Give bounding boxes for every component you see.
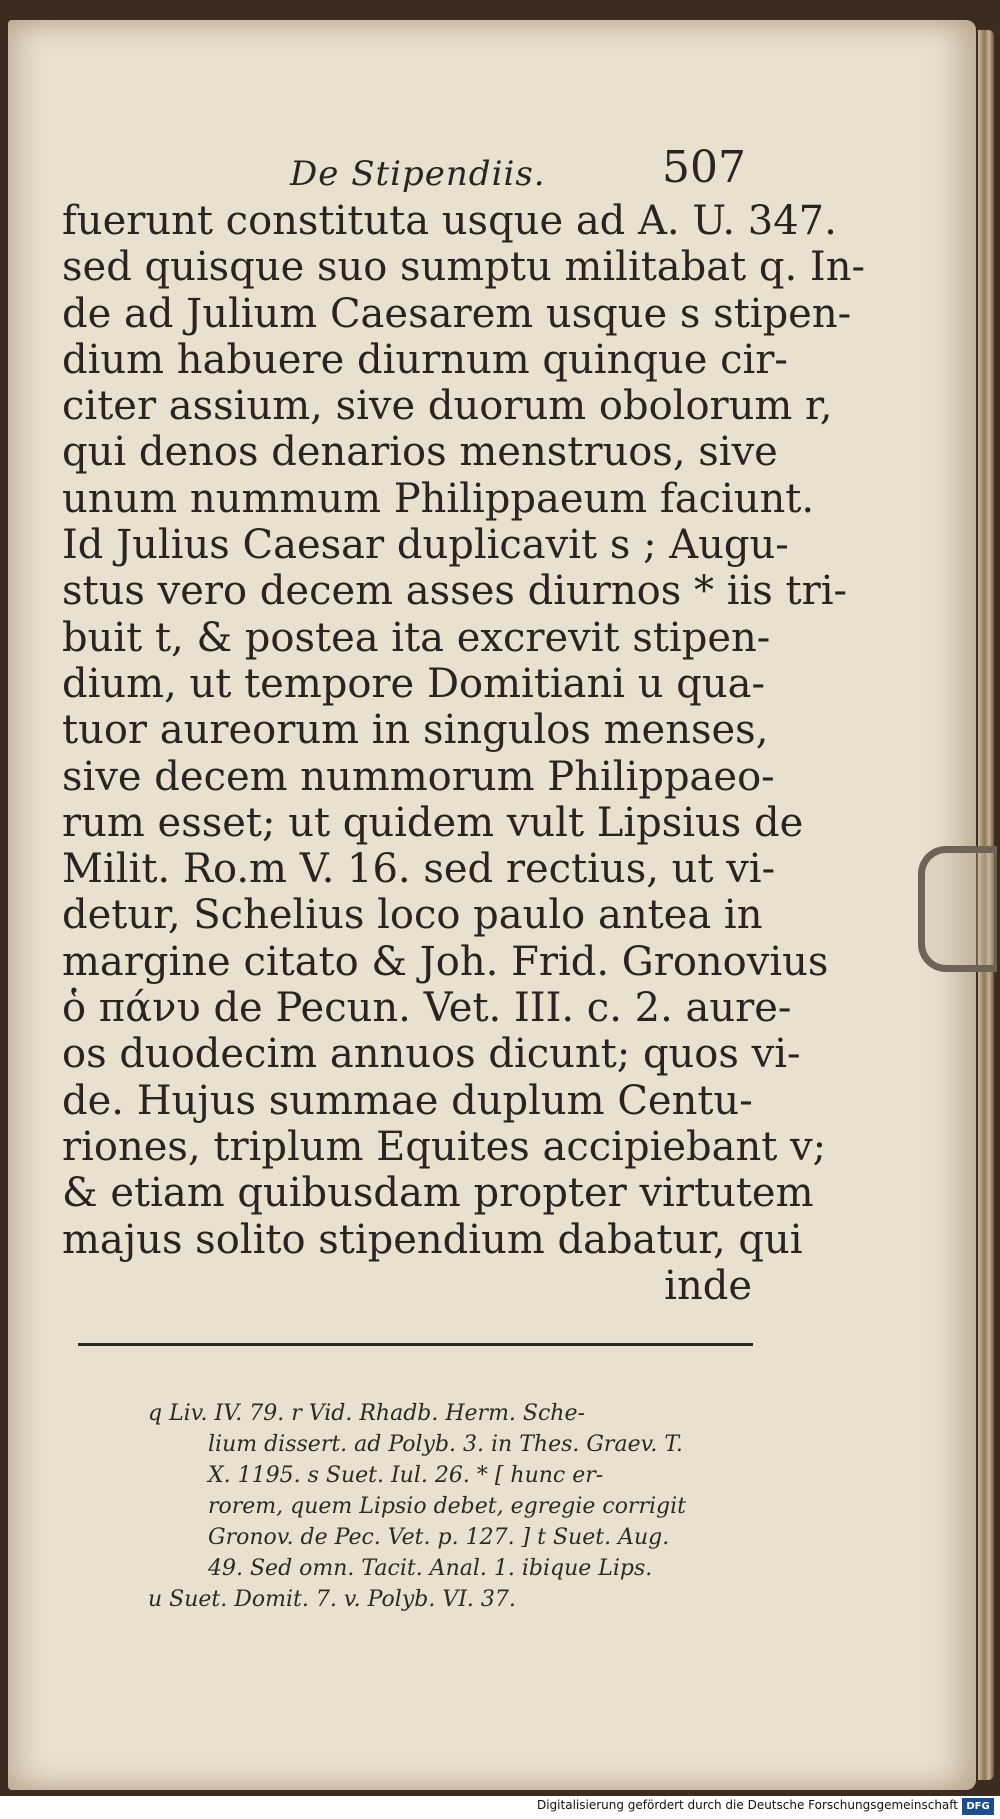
body-line: margine citato & Joh. Frid. Gronovius	[62, 938, 829, 985]
footnotes	[148, 1398, 768, 1615]
footer-strip	[0, 1796, 1000, 1819]
body-line: unum nummum Philippaeum faciunt.	[62, 475, 815, 522]
footnote-line: u Suet. Domit. 7. v. Polyb. VI. 37.	[148, 1587, 516, 1612]
body-line: dium habuere diurnum quinque cir-	[62, 336, 788, 383]
footnote-line: 49. Sed omn. Tacit. Anal. 1. ibique Lips.	[208, 1556, 653, 1581]
body-line: sive decem nummorum Philippaeo-	[62, 753, 775, 800]
digitization-credit: Digitalisierung gefördert durch die Deutsche Forschungsgemeinschaft	[536, 1798, 958, 1812]
body-line: tuor aureorum in singulos menses,	[62, 707, 769, 754]
body-line: citer assium, sive duorum obolorum r,	[62, 383, 833, 430]
catchword: inde	[664, 1262, 752, 1309]
body-line: qui denos denarios menstruos, sive	[62, 429, 778, 476]
body-line: Id Julius Caesar duplicavit s ; Augu-	[62, 522, 789, 569]
page-clip	[918, 846, 997, 972]
running-head-title: De Stipendiis.	[290, 154, 546, 194]
footnote-line: lium dissert. ad Polyb. 3. in Thes. Graev. T.	[208, 1432, 683, 1457]
body-line: rum esset; ut quidem vult Lipsius de	[62, 799, 804, 846]
footnote-line: q Liv. IV. 79. r Vid. Rhadb. Herm. Sche-	[148, 1401, 585, 1426]
running-head	[276, 132, 746, 202]
body-line: de. Hujus summae duplum Centu-	[62, 1077, 753, 1124]
footnote-rule	[78, 1343, 753, 1346]
body-line: stus vero decem asses diurnos * iis tri-	[62, 568, 848, 615]
body-line: sed quisque suo sumptu militabat q. In-	[62, 244, 866, 291]
body-line: os duodecim annuos dicunt; quos vi-	[62, 1031, 801, 1078]
page-number: 507	[662, 142, 746, 193]
body-line: detur, Schelius loco paulo antea in	[62, 892, 763, 939]
body-line: fuerunt constituta usque ad A. U. 347.	[62, 198, 837, 244]
body-line: Milit. Ro.m V. 16. sed rectius, ut vi-	[62, 846, 776, 893]
body-text	[62, 198, 866, 1309]
body-line: riones, triplum Equites accipiebant v;	[62, 1123, 827, 1170]
footnote-line: X. 1195. s Suet. Iul. 26. * [ hunc er-	[208, 1463, 604, 1488]
footnote-line: rorem, quem Lipsio debet, egregie corrigit	[208, 1494, 686, 1519]
body-line: dium, ut tempore Domitiani u qua-	[62, 660, 766, 707]
body-line: de ad Julium Caesarem usque s stipen-	[62, 290, 852, 337]
body-line: majus solito stipendium dabatur, qui	[62, 1216, 803, 1263]
body-line: ὁ πάνυ de Pecun. Vet. III. c. 2. aure-	[62, 985, 792, 1032]
footnote-line: Gronov. de Pec. Vet. p. 127. ] t Suet. Aug.	[208, 1525, 670, 1550]
paper-page	[8, 20, 976, 1790]
body-line: buit t, & postea ita excrevit stipen-	[62, 614, 771, 661]
body-line: & etiam quibusdam propter virtutem	[62, 1170, 814, 1217]
dfg-logo: DFG	[962, 1798, 994, 1815]
